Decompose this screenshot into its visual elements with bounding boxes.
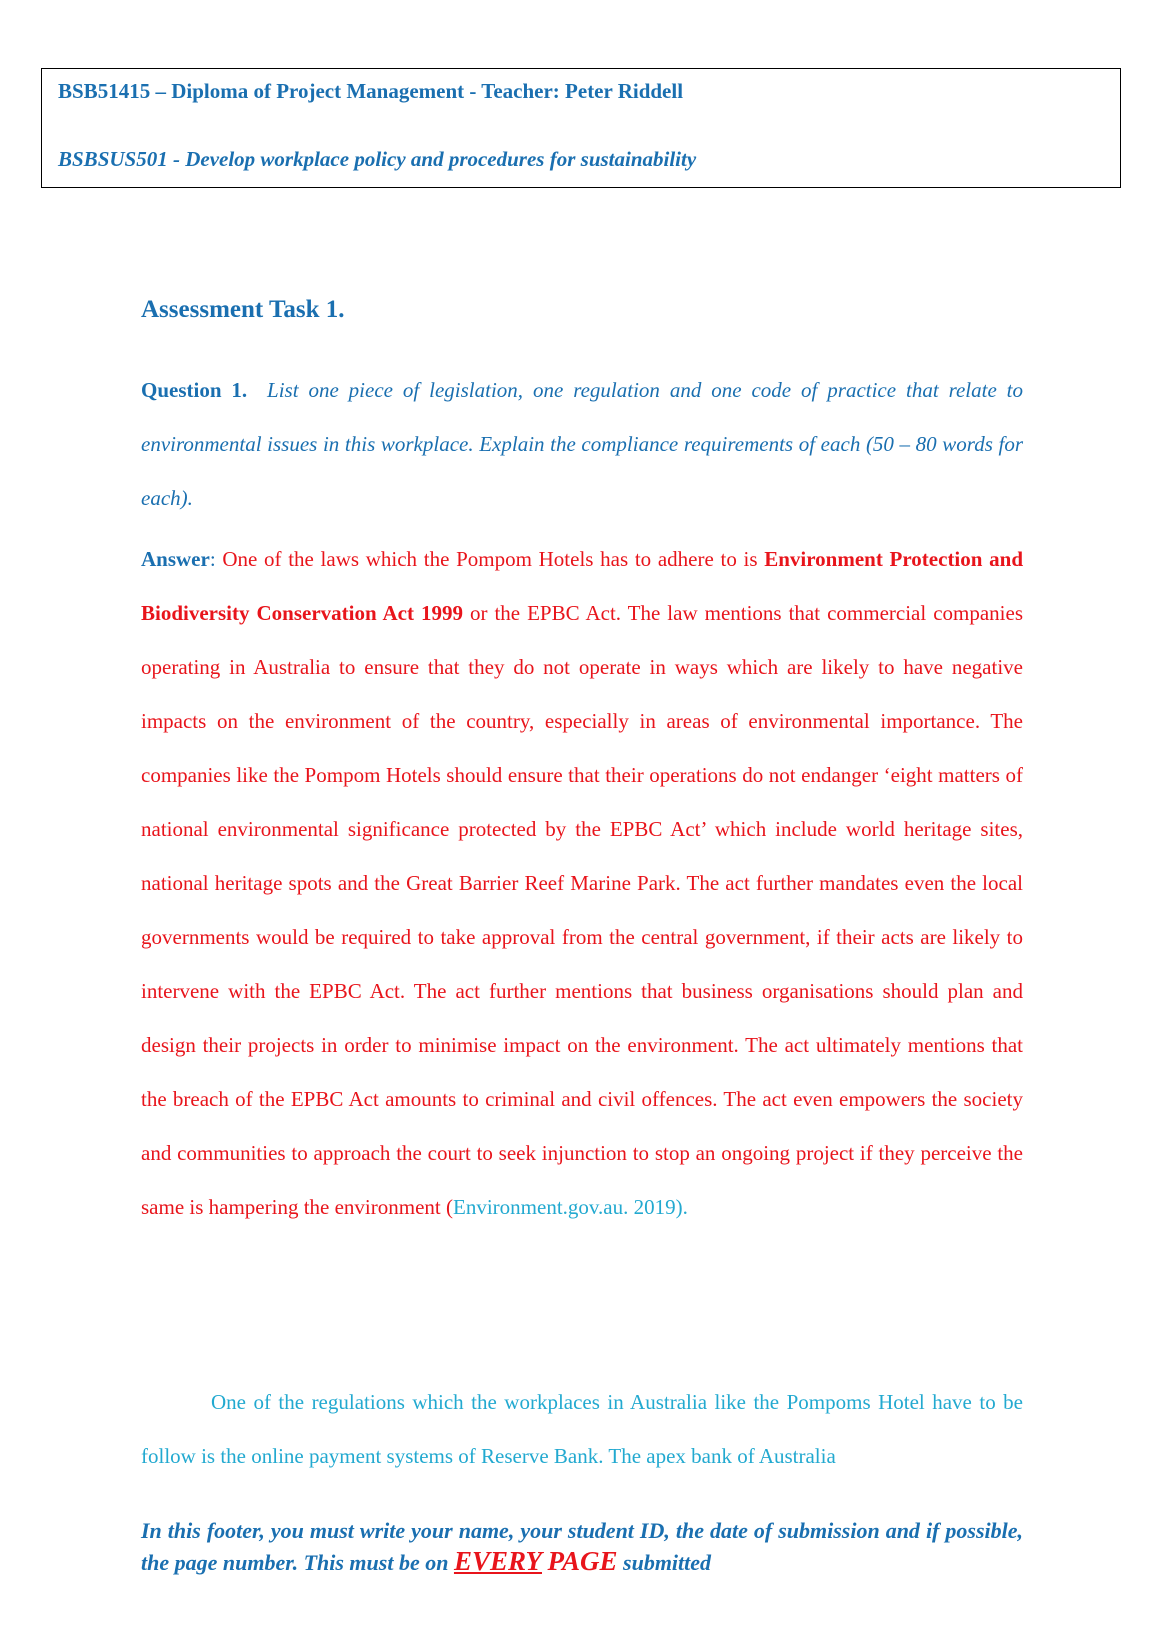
footer-note [141,1515,1023,1578]
page-title: Assessment Task 1. [141,296,345,323]
answer-intro: One of the laws which the Pompom Hotels has to adhere to is [222,547,765,571]
answer-body: or the EPBC Act. The law mentions that commercial companies operating in Australia to ensure that they do not operate in ways which are likely to have negative impacts on the environment of the country, especially in areas of environmental importance. The companies like the Pompom Hotels should ensure that their operations do not endanger ‘eight matters of national environmental significance protected by the EPBC Act’ which include world heritage sites, national heritage spots and the Great Barrier Reef Marine Park. The act further mandates even the local governments would be required to take approval from the central government, if their acts are likely to intervene with the EPBC Act. The act further mentions that business organisations should plan and design their projects in order to minimise impact on the environment. The act ultimately mentions that the breach of the EPBC Act amounts to criminal and civil offences. The act even empowers the society and communities to approach the court to seek injunction to stop an ongoing project if they perceive the same is hampering the environment [141,601,1023,1219]
act-name: Environment Protection and Biodiversity Conservation Act 1999 [141,547,1023,625]
footer-every: EVERY [453,1546,542,1576]
footer-submitted: submitted [617,1550,712,1575]
header-box [41,68,1121,188]
answer-colon: : [209,547,223,571]
citation: Environment.gov.au. 2019). [453,1195,688,1219]
citation-open-paren: ( [446,1195,454,1219]
footer-text: In this footer, you must write your name, your student ID, the date of submission and if possible, the page number. This must be on [141,1518,1023,1575]
footer-page: PAGE [547,1546,618,1576]
question-paragraph [141,363,1023,525]
course-title: BSB51415 – Diploma of Project Management - Teacher: Peter Riddell [58,79,684,103]
question-label: Question 1. [141,378,248,402]
answer-paragraph [141,532,1023,1234]
answer-label: Answer [141,547,210,571]
regulation-paragraph [141,1375,1023,1483]
question-text: List one piece of legislation, one regulation and one code of practice that relate to environmental issues in this workplace. Explain the compliance requirements of each (50 – 80 words for each). [141,378,1024,510]
regulation-text: One of the regulations which the workplaces in Australia like the Pompoms Hotel have to be follow is the online payment systems of Reserve Bank. The apex bank of Australia [141,1390,1023,1468]
unit-title: BSBSUS501 - Develop workplace policy and procedures for sustainability [58,147,697,171]
